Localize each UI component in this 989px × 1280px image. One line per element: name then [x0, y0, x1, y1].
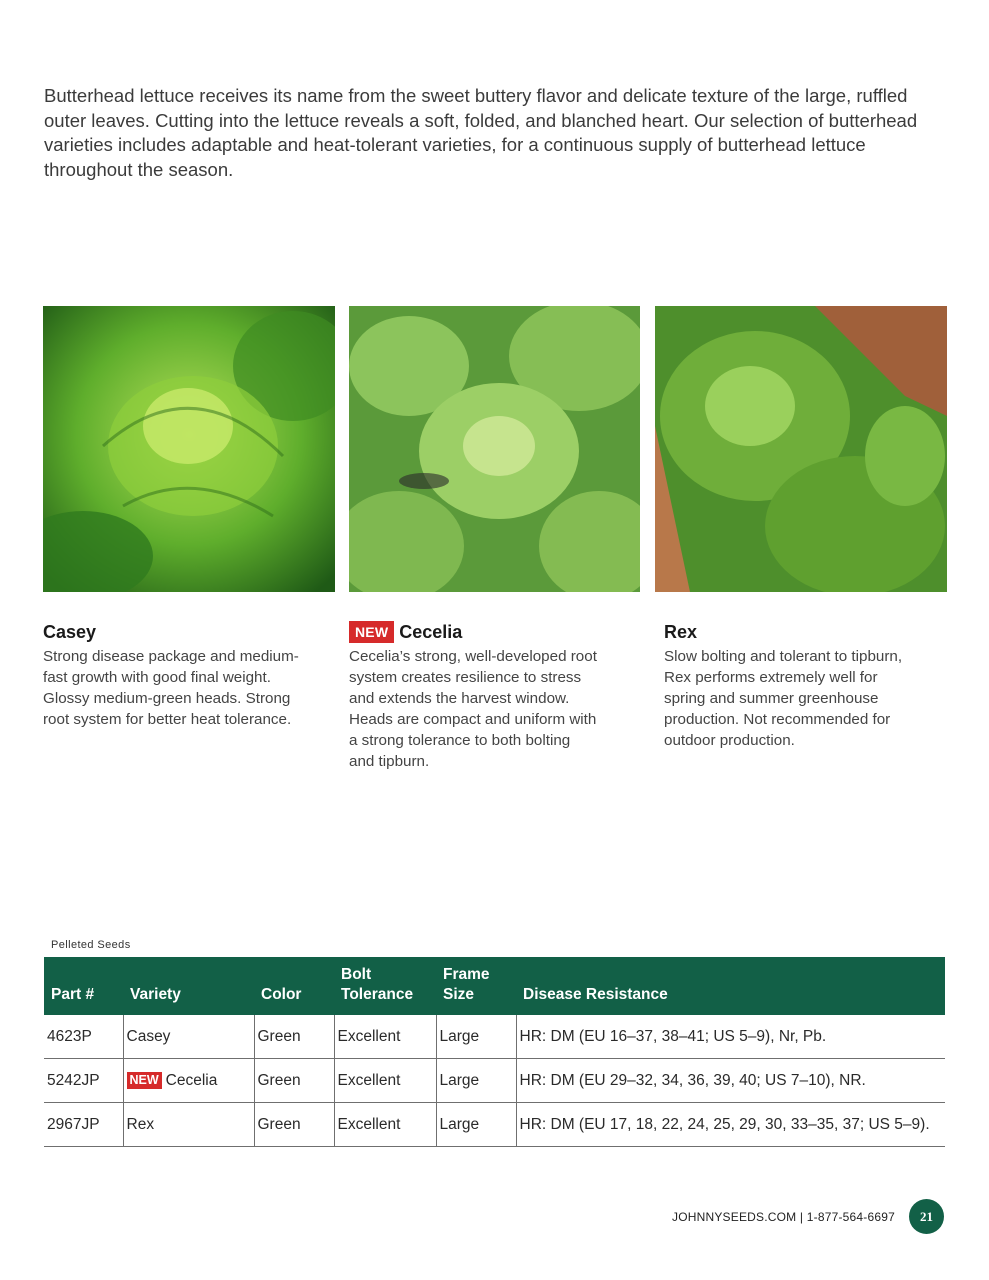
cell-bolt: Excellent [334, 1015, 436, 1059]
variety-name: Rex [664, 622, 698, 642]
website-link[interactable]: JOHNNYSEEDS.COM [672, 1210, 797, 1224]
page-number-badge: 21 [909, 1199, 944, 1234]
table-row [44, 1059, 945, 1103]
cell-disease: HR: DM (EU 17, 18, 22, 24, 25, 29, 30, 33–35, 37; US 5–9). [516, 1103, 945, 1147]
cell-variety [123, 1059, 254, 1103]
header-frame-size: Frame Size [436, 957, 516, 1015]
header-variety: Variety [123, 957, 254, 1015]
header-color: Color [254, 957, 334, 1015]
cell-part: 5242JP [44, 1059, 123, 1103]
table-row [44, 1015, 945, 1059]
table-row [44, 1103, 945, 1147]
header-disease-resistance: Disease Resistance [516, 957, 945, 1015]
cell-disease: HR: DM (EU 16–37, 38–41; US 5–9), Nr, Pb. [516, 1015, 945, 1059]
cell-part: 2967JP [44, 1103, 123, 1147]
table-header-row [44, 957, 945, 1015]
variety-description: Slow bolting and tolerant to tipburn, Rex performs extremely well for spring and summer greenhouse production. Not recommended for outdoor production. [664, 648, 903, 749]
footer-contact [672, 1210, 895, 1224]
cell-bolt: Excellent [334, 1059, 436, 1103]
cell-variety: Casey [123, 1015, 254, 1059]
cecelia-lettuce-photo [349, 306, 640, 592]
variety-title [43, 621, 303, 643]
variety-card-cecelia [349, 621, 599, 772]
variety-description: Cecelia’s strong, well-developed root system creates resilience to stress and extends the harvest window. Heads are compact and uniform with a strong tolerance to both bolting and tipburn. [349, 648, 597, 770]
cell-color: Green [254, 1015, 334, 1059]
new-badge: NEW [127, 1072, 162, 1089]
variety-card-casey [43, 621, 303, 730]
variety-label: Cecelia [165, 1071, 218, 1089]
cell-frame: Large [436, 1015, 516, 1059]
cell-frame: Large [436, 1059, 516, 1103]
footer-separator: | [799, 1210, 804, 1224]
intro-paragraph: Butterhead lettuce receives its name from the sweet buttery flavor and delicate texture of the large, ruffled outer leaves. Cutting into the lettuce reveals a soft, folded, and blanched heart. Our selection of butterhead varieties includes adaptable and heat-tolerant varieties, for a continuous supply of butterhead lettuce throughout the season. [44, 85, 918, 180]
header-part: Part # [44, 957, 123, 1015]
seed-table [44, 957, 945, 1147]
variety-name: Casey [43, 622, 97, 642]
new-badge: NEW [349, 621, 394, 643]
cell-part: 4623P [44, 1015, 123, 1059]
cell-frame: Large [436, 1103, 516, 1147]
casey-lettuce-photo [43, 306, 335, 592]
cell-disease: HR: DM (EU 29–32, 34, 36, 39, 40; US 7–10), NR. [516, 1059, 945, 1103]
rex-lettuce-photo [655, 306, 947, 592]
variety-title [664, 621, 904, 643]
cell-variety: Rex [123, 1103, 254, 1147]
variety-title [349, 621, 599, 643]
variety-name: Cecelia [399, 622, 463, 642]
table-caption: Pelleted Seeds [51, 939, 131, 951]
cell-bolt: Excellent [334, 1103, 436, 1147]
cell-color: Green [254, 1059, 334, 1103]
variety-description: Strong disease package and medium-fast growth with good final weight. Glossy medium-green heads. Strong root system for better heat tolerance. [43, 648, 299, 728]
header-bolt-tolerance: Bolt Tolerance [334, 957, 436, 1015]
variety-card-rex [664, 621, 904, 751]
cell-color: Green [254, 1103, 334, 1147]
phone-number: 1-877-564-6697 [806, 1210, 895, 1224]
